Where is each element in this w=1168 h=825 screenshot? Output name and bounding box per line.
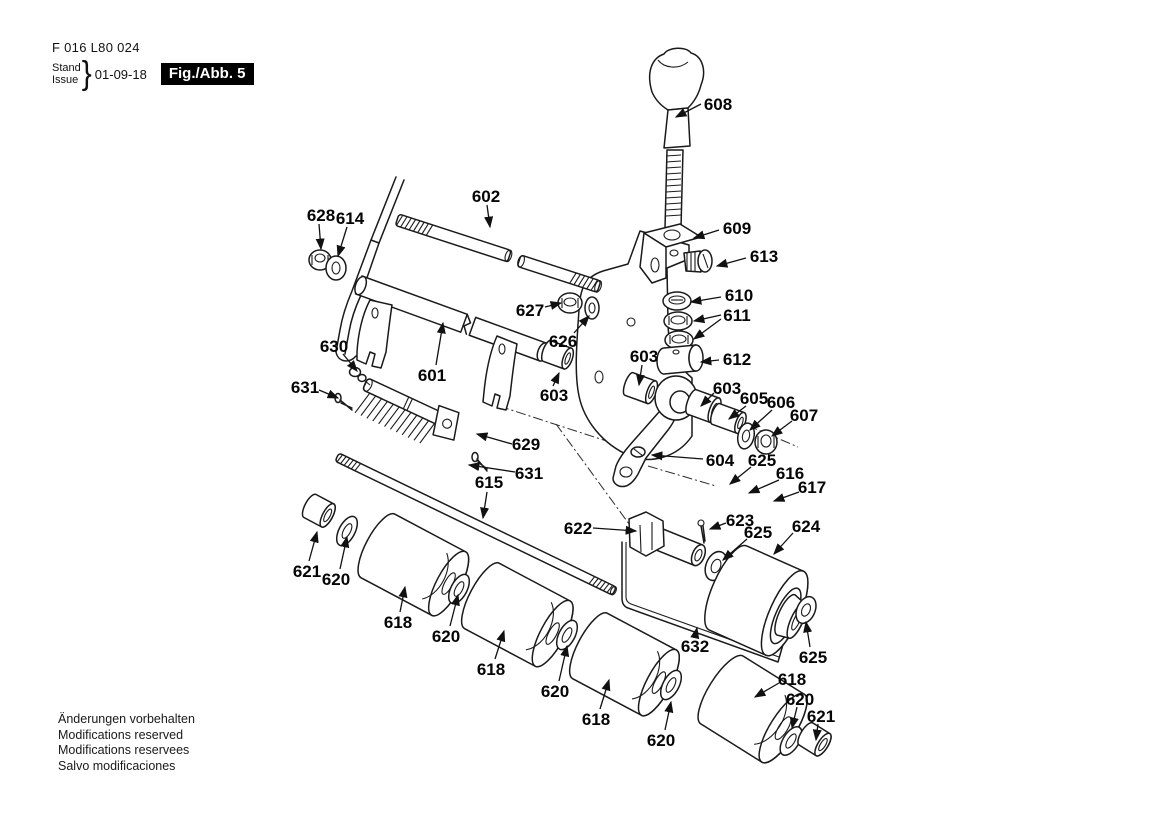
leader-line [691,297,721,302]
leader-line [710,523,726,529]
callout-624 [774,517,821,554]
leader-line [559,646,567,681]
stand-issue-label: Stand Issue [52,62,81,86]
part-ref-label: 614 [335,209,365,228]
part-618-roller-3 [562,608,687,721]
part-ref-label: 631 [290,378,320,397]
leader-line [338,227,347,256]
part-626-washer [585,297,599,319]
callout-615 [475,473,503,518]
part-ref-label: 612 [722,350,752,369]
part-ref-label: 630 [319,337,349,356]
part-ref-label: 620 [646,731,676,750]
part-631-pin-a [335,394,352,411]
leader-line [319,390,338,398]
leader-line [553,373,559,386]
part-613-screw [684,250,712,272]
callout-612 [701,350,751,369]
part-ref-label: 628 [306,206,336,225]
leader-line [774,533,793,554]
callout-621 [293,532,321,581]
part-ref-label: 609 [722,219,752,238]
part-ref-label: 625 [743,523,773,542]
footer-line: Salvo modificaciones [58,758,176,773]
part-ref-label: 623 [725,511,755,530]
callout-627 [516,301,561,320]
part-ref-label: 603 [539,386,569,405]
leader-line [665,702,671,730]
part-621-bushing-left [299,492,338,529]
part-623-cotter-pin [698,520,705,543]
part-620-washer-1 [332,513,361,549]
part-ref-label: 621 [806,707,836,726]
part-ref-label: 618 [581,710,611,729]
part-618-roller-2 [454,558,581,672]
callout-613 [717,247,778,266]
callout-628 [307,206,335,249]
part-ref-label: 618 [476,660,506,679]
part-ref-label: 624 [791,517,821,536]
leader-line [436,323,443,365]
leader-line [487,205,490,227]
callouts-layer [291,95,835,750]
part-602-rod [395,214,602,293]
figure-label: Fig./Abb. 5 [161,63,254,85]
part-608-knob [650,48,704,232]
part-ref-label: 601 [417,366,447,385]
part-ref-label: 629 [511,435,541,454]
part-618-roller-1 [351,509,477,621]
part-622-coupler [629,512,708,568]
part-ref-label: 622 [563,519,593,538]
callout-629 [477,434,540,454]
part-ref-label: 606 [766,393,796,412]
callout-625 [799,622,827,667]
part-ref-label: 625 [798,648,828,667]
callout-614 [336,209,365,256]
leader-line [750,410,772,430]
callout-603 [540,373,568,405]
callout-610 [691,286,753,305]
part-ref-label: 602 [471,187,501,206]
issue-row [52,57,254,91]
part-ref-label: 620 [540,682,570,701]
leader-line [717,258,746,266]
part-ref-label: 603 [629,347,659,366]
callout-631 [291,378,338,398]
part-631-pin-b [472,453,487,472]
callout-622 [564,519,636,538]
leader-line [694,230,719,238]
part-ref-label: 608 [703,95,733,114]
part-ref-label: 618 [777,670,807,689]
part-ref-label: 632 [680,637,710,656]
callout-609 [694,219,751,238]
document-number: F 016 L80 024 [52,40,140,55]
part-ref-label: 621 [292,562,322,581]
callout-620 [322,537,350,589]
part-ref-label: 605 [739,389,769,408]
part-ref-label: 617 [797,478,827,497]
part-ref-label: 607 [789,406,819,425]
issue-date: 01-09-18 [94,66,147,82]
brace-glyph: } [81,55,92,92]
part-611-nut-a [664,312,692,330]
callout-625 [730,451,776,484]
leader-line [309,532,317,561]
part-ref-label: 613 [749,247,779,266]
part-ref-label: 620 [431,627,461,646]
part-ref-label: 615 [474,473,504,492]
leader-line [806,622,810,647]
part-627-nut [558,293,582,313]
part-ref-label: 625 [747,451,777,470]
leader-line [483,492,487,518]
part-ref-label: 631 [514,464,544,483]
part-ref-label: 627 [515,301,545,320]
part-ref-label: 611 [723,306,751,325]
leader-line [694,315,721,321]
callout-611 [694,306,751,339]
leader-line [774,492,799,501]
footer-line: Modifications reserved [58,727,184,742]
part-612-sleeve [657,345,703,374]
part-630-screw [350,368,371,386]
callout-630 [320,337,357,371]
callout-601 [418,323,446,385]
footer-notices [58,712,195,774]
footer-line: Änderungen vorbehalten [58,712,195,726]
part-621-bushing-right [795,720,834,758]
leader-line [749,480,779,493]
callout-602 [472,187,500,227]
part-ref-label: 603 [712,379,742,398]
drawing-header [52,40,254,91]
leader-line [477,434,512,444]
part-ref-label: 604 [705,451,735,470]
leader-line [319,224,321,249]
part-610-cap [663,292,691,310]
part-ref-label: 620 [321,570,351,589]
part-ref-label: 616 [775,464,805,483]
part-ref-label: 618 [383,613,413,632]
part-ref-label: 626 [548,332,578,351]
leader-line [701,360,719,362]
footer-line: Modifications reservees [58,743,190,757]
part-614-washer [326,256,346,280]
leader-line [469,465,515,472]
leader-line [694,319,721,339]
part-ref-label: 610 [724,286,754,305]
part-ref-label: 620 [785,690,815,709]
